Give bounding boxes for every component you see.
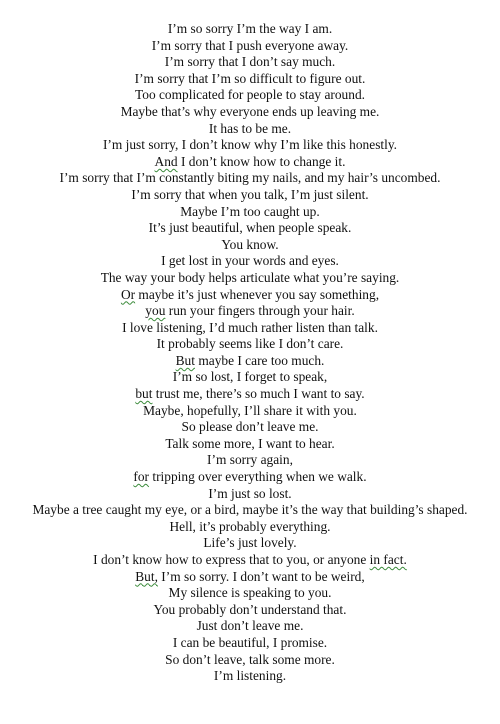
poem-line: for tripping over everything when we walk.	[133, 469, 367, 485]
poem-line: And I don’t know how to change it.	[154, 153, 346, 169]
spellcheck-marked-text: in fact.	[369, 552, 407, 567]
poem-line: I’m sorry that I don’t say much.	[164, 54, 336, 70]
spellcheck-marked-text: But,	[135, 568, 158, 584]
poem-line: So please don’t leave me.	[181, 419, 319, 435]
poem-line: I’m listening.	[213, 668, 287, 684]
poem-line: The way your body helps articulate what you’re saying.	[100, 269, 400, 285]
spellcheck-marked-text: but	[135, 386, 153, 402]
spellcheck-marked-text: Or	[120, 286, 136, 302]
poem-line: I’m sorry that I push everyone away.	[151, 37, 349, 53]
poem-line: I’m just sorry, I don’t know why I’m like this honestly.	[102, 137, 398, 153]
poem-line: I get lost in your words and eyes.	[161, 253, 339, 269]
spellcheck-marked-text: But	[175, 352, 195, 368]
poem-line: Maybe a tree caught my eye, or a bird, maybe it’s the way that building’s shaped.	[32, 502, 468, 518]
spellcheck-marked-text: you	[145, 303, 166, 319]
poem-line: I’m sorry that when you talk, I’m just silent.	[131, 186, 369, 202]
poem-line: you run your fingers through your hair.	[145, 303, 355, 319]
poem-line: Talk some more, I want to hear.	[165, 435, 335, 451]
poem-line: I’m sorry again,	[207, 452, 293, 468]
poem-line: I don’t know how to express that to you, or anyone in fact.	[93, 552, 407, 567]
poem-line: Or maybe it’s just whenever you say something,	[120, 286, 380, 302]
poem-line: Maybe that’s why everyone ends up leaving me.	[120, 103, 380, 119]
poem-line: It has to be me.	[208, 120, 292, 136]
poem-line: It’s just beautiful, when people speak.	[148, 220, 352, 236]
poem-line: I’m sorry that I’m so difficult to figure out.	[134, 70, 366, 86]
poem-line: But maybe I care too much.	[175, 352, 325, 368]
poem-line: I’m so lost, I forget to speak,	[172, 369, 328, 385]
poem-line: Hell, it’s probably everything.	[169, 518, 331, 534]
poem-line: So don’t leave, talk some more.	[165, 651, 335, 667]
spellcheck-marked-text: And	[154, 153, 178, 169]
poem-line: I’m sorry that I’m constantly biting my nails, and my hair’s uncombed.	[59, 170, 441, 186]
poem-line: I can be beautiful, I promise.	[172, 634, 328, 650]
poem-text	[0, 21, 500, 685]
poem-line: Maybe, hopefully, I’ll share it with you.	[143, 402, 357, 418]
poem-line: Life’s just lovely.	[203, 535, 297, 551]
poem-line: I’m just so lost.	[208, 485, 292, 501]
poem-line: I love listening, I’d much rather listen than talk.	[122, 319, 378, 335]
spellcheck-marked-text: for	[133, 469, 150, 485]
poem-line: It probably seems like I don’t care.	[156, 336, 344, 352]
poem-line: I’m so sorry I’m the way I am.	[167, 21, 333, 36]
poem-line: You know.	[221, 236, 279, 252]
poem-line: but trust me, there’s so much I want to say.	[135, 386, 365, 402]
poem-line: Just don’t leave me.	[196, 618, 304, 634]
poem-line: But, I’m so sorry. I don’t want to be weird,	[135, 568, 365, 584]
poem-line: My silence is speaking to you.	[168, 585, 332, 601]
poem-line: Too complicated for people to stay around.	[135, 87, 365, 103]
poem-line: Maybe I’m too caught up.	[180, 203, 320, 219]
poem-line: You probably don’t understand that.	[153, 601, 347, 617]
